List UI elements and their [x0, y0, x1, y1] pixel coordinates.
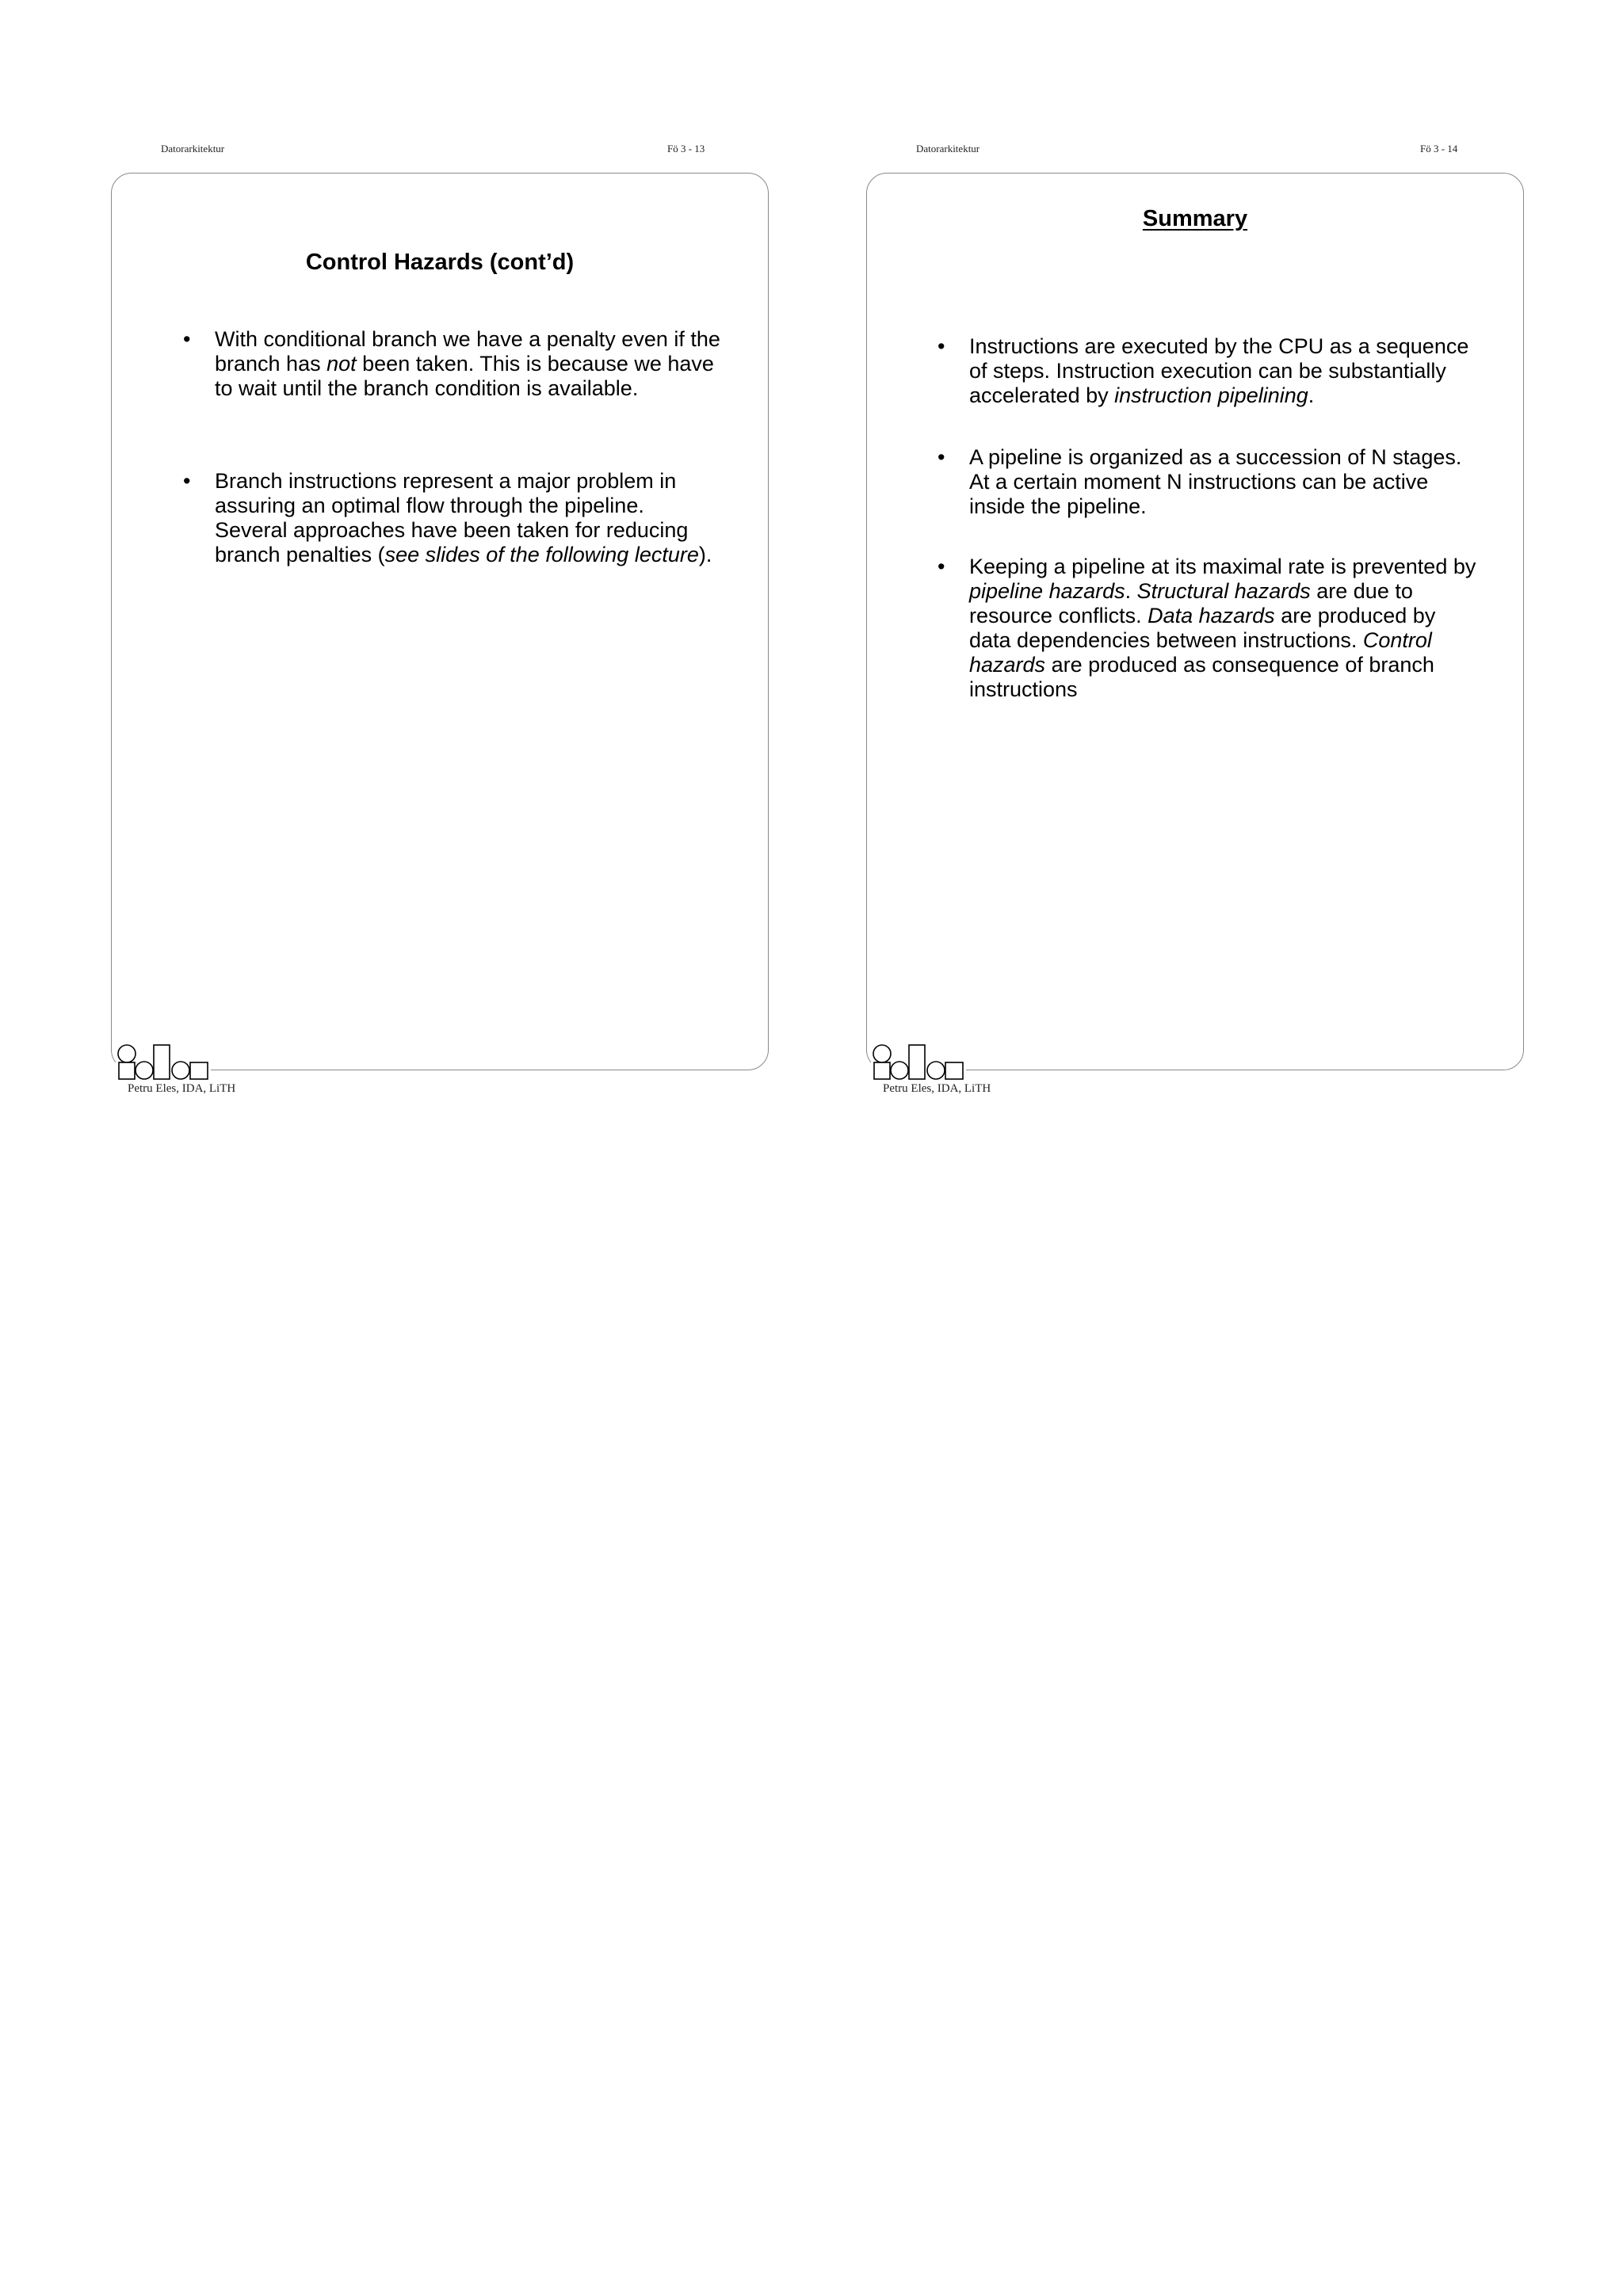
ida-logo-icon [116, 1043, 211, 1081]
slide-frame [111, 173, 769, 1070]
bullet-text: Branch instructions represent a major problem in assuring an optimal flow through the pipeline. Several approaches have been taken for reducing branch penalties (see slides of the following lecture). [215, 469, 712, 566]
slide-title: Control Hazards (cont’d) [305, 250, 575, 275]
bullet-item [183, 469, 722, 567]
bullet-dot: • [938, 445, 945, 469]
slide-title: Summary [1142, 206, 1248, 231]
slide-header-number: Fö 3 - 14 [1420, 143, 1458, 154]
ida-logo-icon [871, 1043, 966, 1081]
bullet-item [938, 334, 1480, 408]
bullet-text: Keeping a pipeline at its maximal rate is prevented by pipeline hazards. Structural hazards are due to resource conflicts. Data hazards are produced by data dependencies between instructions. Control hazards are produced as consequence of branch instructions [969, 555, 1476, 701]
slide-footer: Petru Eles, IDA, LiTH [883, 1082, 991, 1095]
bullet-dot: • [938, 334, 945, 358]
bullet-item [183, 327, 722, 401]
slide-footer: Petru Eles, IDA, LiTH [128, 1082, 236, 1095]
bullet-dot: • [938, 555, 945, 578]
bullet-text: With conditional branch we have a penalty even if the branch has not been taken. This is because we have to wait until the branch condition is available. [215, 327, 720, 400]
slide-header-number: Fö 3 - 13 [667, 143, 705, 154]
bullet-dot: • [183, 469, 191, 493]
bullet-text: Instructions are executed by the CPU as a sequence of steps. Instruction execution can be substantially accelerated by instruction pipelining. [969, 334, 1469, 407]
slide-header-course: Datorarkitektur [161, 143, 225, 154]
slide-header-course: Datorarkitektur [916, 143, 980, 154]
bullet-text: A pipeline is organized as a succession of N stages. At a certain moment N instructions can be active inside the pipeline. [969, 445, 1462, 518]
slide-frame [866, 173, 1524, 1070]
bullet-item [938, 555, 1480, 702]
bullet-dot: • [183, 327, 191, 351]
bullet-item [938, 445, 1480, 519]
